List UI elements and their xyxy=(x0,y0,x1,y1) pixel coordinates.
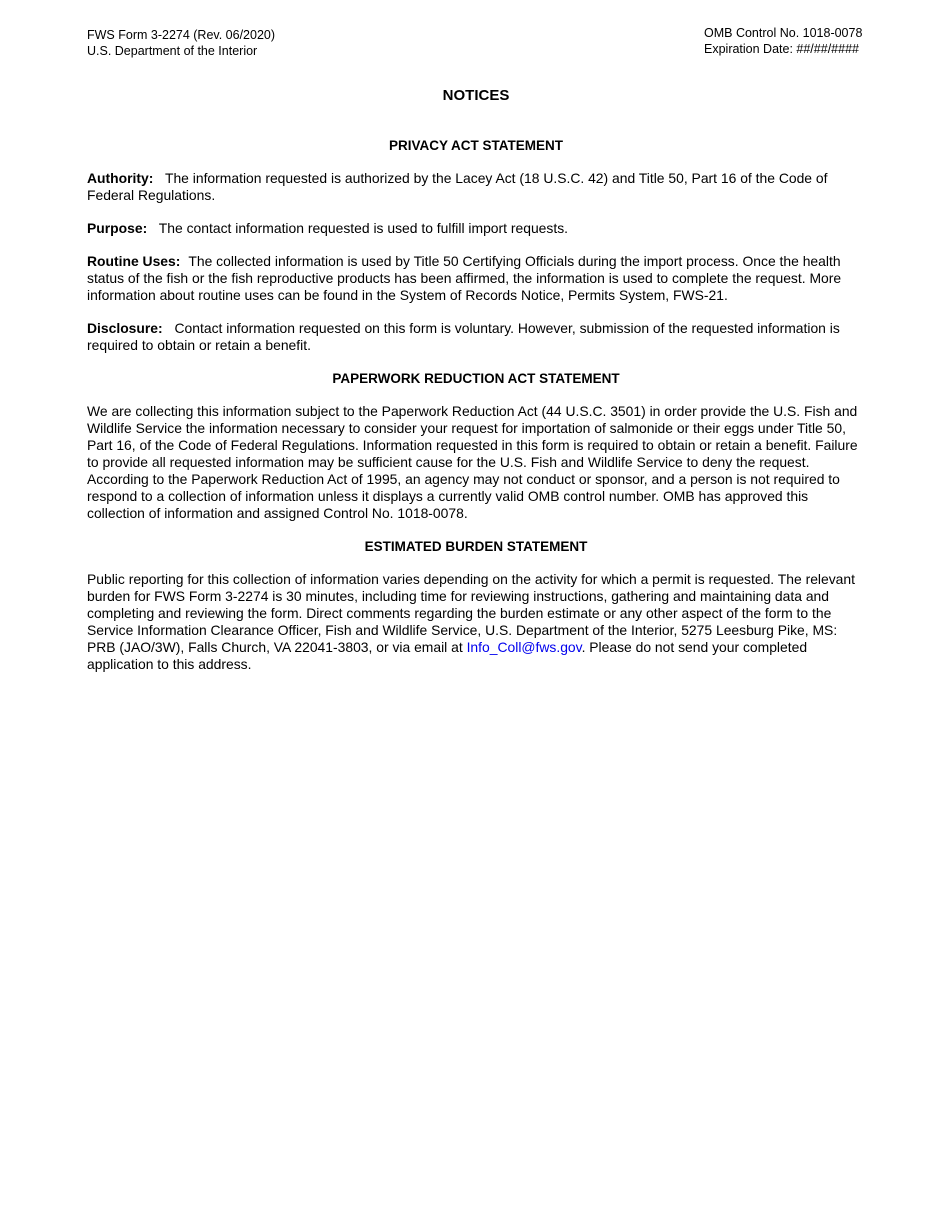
authority-text: The information requested is authorized by the Lacey Act (18 U.S.C. 42) and Title 50, Part 16 of the Code of Federal Regulations. xyxy=(87,170,828,203)
routine-uses-label: Routine Uses: xyxy=(87,253,181,269)
email-link[interactable]: Info_Coll@fws.gov xyxy=(466,639,582,655)
purpose-label: Purpose: xyxy=(87,220,148,236)
authority-paragraph xyxy=(87,170,865,204)
routine-uses-paragraph xyxy=(87,253,865,304)
purpose-paragraph xyxy=(87,220,865,237)
routine-uses-text: The collected information is used by Title 50 Certifying Officials during the import process. Once the health status of the fish or the fish reproductive products has been affirmed, the information is used to complete the request. More information about routine uses can be found in the System of Records Notice, Permits System, FWS-21. xyxy=(87,253,842,303)
disclosure-label: Disclosure: xyxy=(87,320,163,336)
header-right xyxy=(704,25,862,57)
privacy-act-heading: PRIVACY ACT STATEMENT xyxy=(388,138,563,153)
form-number: FWS Form 3-2274 (Rev. 06/2020) xyxy=(87,28,276,42)
notices-content xyxy=(87,86,865,689)
department-name: U.S. Department of the Interior xyxy=(87,44,258,58)
page-title: NOTICES xyxy=(442,87,510,104)
burden-statement-paragraph xyxy=(87,571,865,673)
burden-statement-heading: ESTIMATED BURDEN STATEMENT xyxy=(364,539,588,554)
disclosure-paragraph xyxy=(87,320,865,354)
expiration-date: Expiration Date: ##/##/#### xyxy=(704,42,859,56)
purpose-text: The contact information requested is used to fulfill import requests. xyxy=(155,220,569,236)
omb-control-number: OMB Control No. 1018-0078 xyxy=(704,26,863,40)
burden-text-end: . Please do not send your completed application to this address. xyxy=(87,639,808,672)
disclosure-text: Contact information requested on this form is voluntary. However, submission of the requested information is required to obtain or retain a benefit. xyxy=(87,320,840,353)
authority-label: Authority: xyxy=(87,170,154,186)
burden-text-start: Public reporting for this collection of information varies depending on the activity for which a permit is requested. The relevant burden for FWS Form 3-2274 is 30 minutes, including time for reviewing instructions, gathering and maintaining data and completing and reviewing the form. Direct comments regarding the burden estimate or any other aspect of the form to the Service Information Clearance Officer, Fish and Wildlife Service, U.S. Department of the Interior, 5275 Leesburg Pike, MS: PRB (JAO/3W), Falls Church, VA 22041-3803, or via email at xyxy=(87,571,855,655)
header-left xyxy=(87,27,275,59)
paperwork-reduction-paragraph: We are collecting this information subject to the Paperwork Reduction Act (44 U.S.C. 3501) in order provide the U.S. Fish and Wildlife Service the information necessary to consider your request for importation of salmonide or their eggs under Title 50, Part 16, of the Code of Federal Regulations. Information requested in this form is required to obtain or retain a benefit. Failure to provide all requested information may be sufficient cause for the U.S. Fish and Wildlife Service to deny the request. According to the Paperwork Reduction Act of 1995, an agency may not conduct or sponsor, and a person is not required to respond to a collection of information unless it displays a currently valid OMB control number. OMB has approved this collection of information and assigned Control No. 1018-0078. xyxy=(87,403,858,521)
paperwork-reduction-heading: PAPERWORK REDUCTION ACT STATEMENT xyxy=(332,371,620,386)
